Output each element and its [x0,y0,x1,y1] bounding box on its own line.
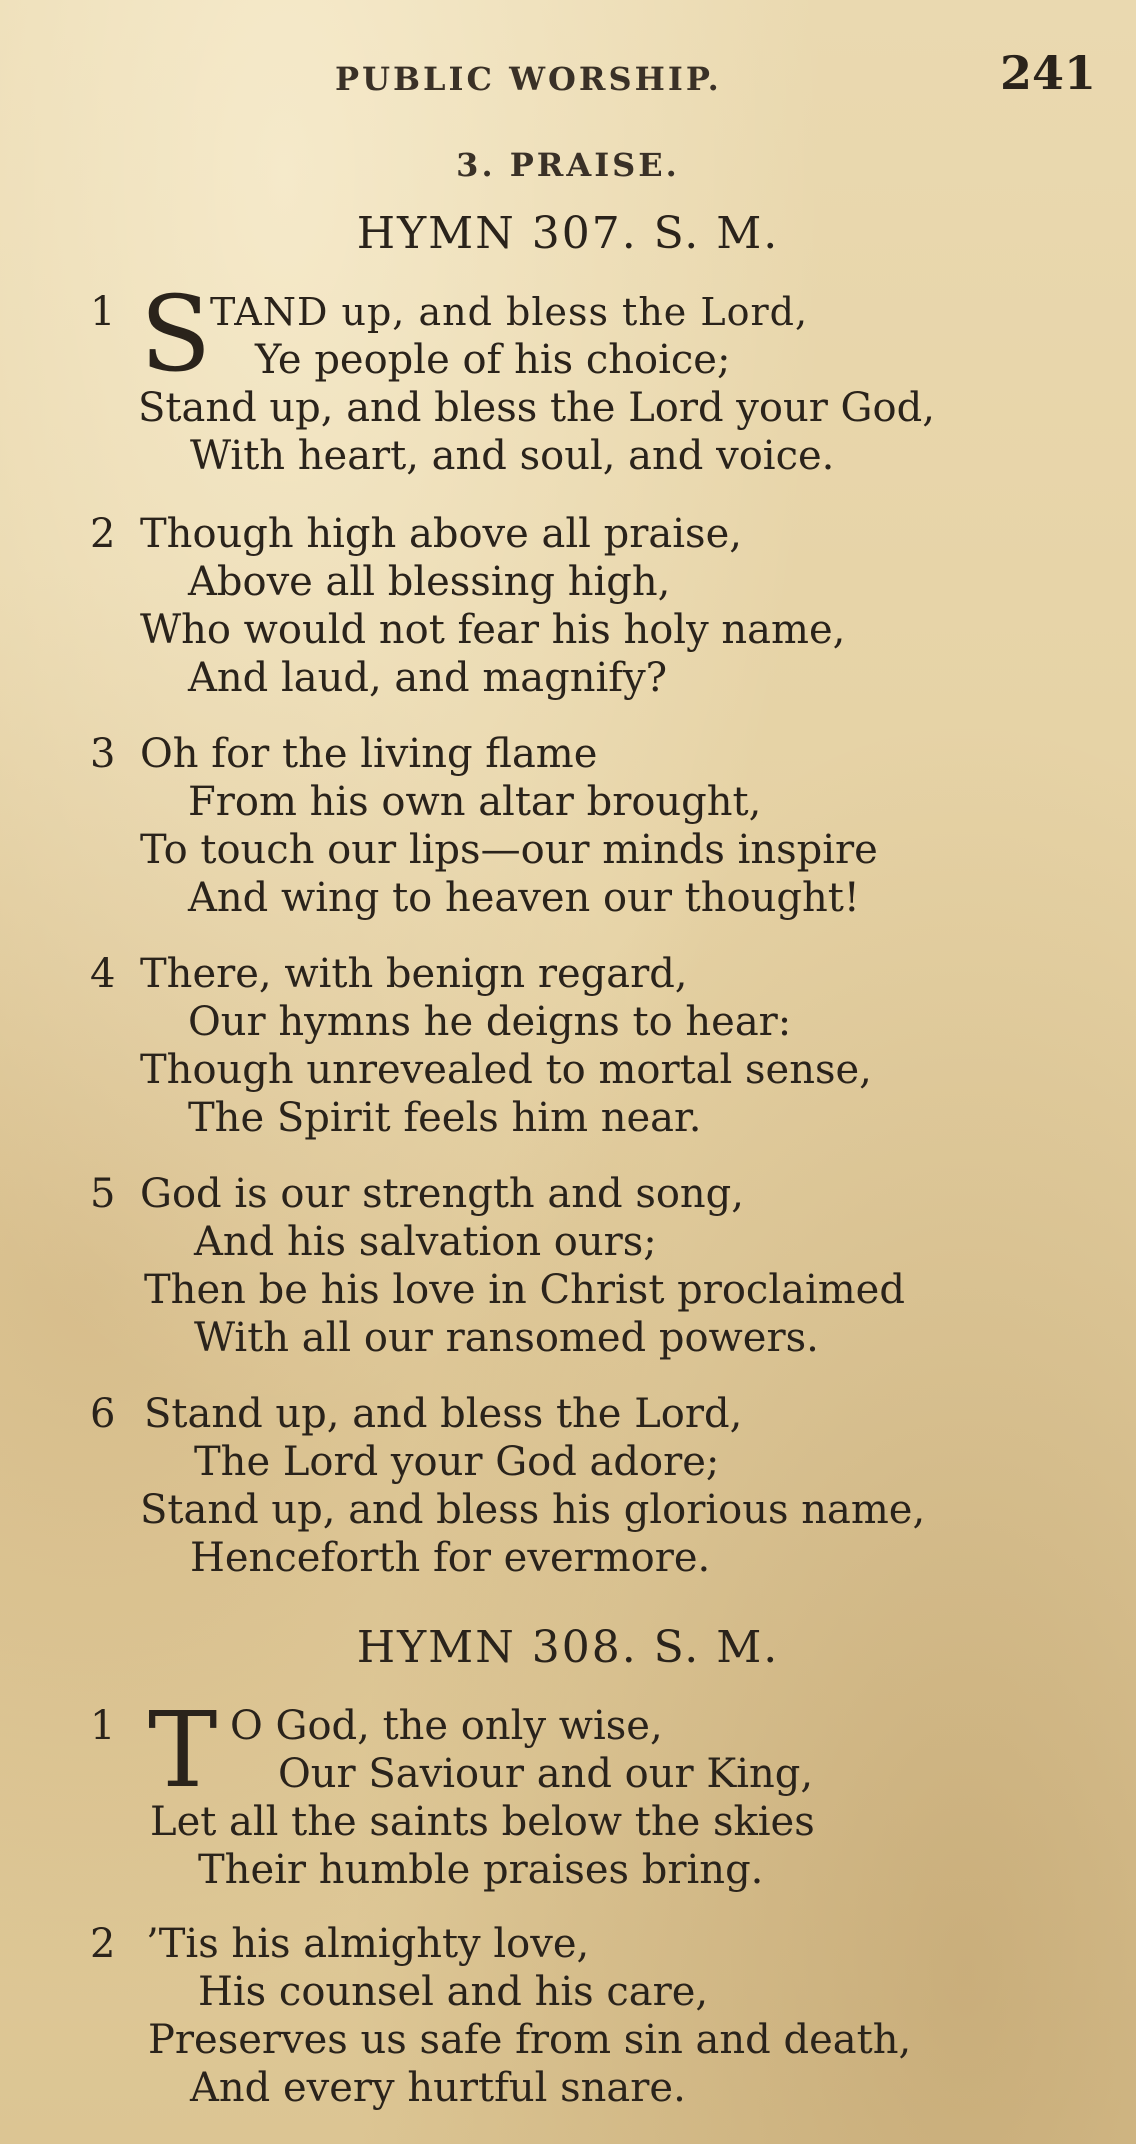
stanza-number: 1 [90,289,116,335]
verse-line-text: Above all blessing high, [188,559,671,605]
verse-line [90,558,1090,606]
verse-line-text: God is our strength and song, [140,1171,745,1217]
verse-line [90,826,1090,874]
verse-line [90,1920,1090,1968]
verse-line-text: ’Tis his almighty love, [146,1921,590,1967]
verse-line-text: Then be his love in Christ proclaimed [144,1267,905,1313]
stanza-number: 4 [90,951,116,997]
verse-line-text: The Lord your God adore; [194,1439,720,1485]
verse-line [90,1266,1090,1314]
stanza-number: 2 [90,1921,116,1967]
verse-line [90,730,1090,778]
verse-line [90,1486,1090,1534]
verse-line-text: And his salvation ours; [194,1219,657,1265]
verse-line-text: And every hurtful snare. [190,2065,686,2111]
section-title: 3. PRAISE. [456,146,680,184]
verse-line [90,1798,1090,1846]
verse-line-text: The Spirit feels him near. [188,1095,702,1141]
stanza [90,510,1090,702]
verse-line [90,1314,1090,1362]
verse-line-text: And laud, and magnify? [188,655,668,701]
verse-line [90,1046,1090,1094]
verse-line-text: And wing to heaven our thought! [188,875,860,921]
verse-line-text: Though unrevealed to mortal sense, [140,1047,872,1093]
stanza-number: 5 [90,1171,116,1217]
verse-line [90,998,1090,1046]
verse-line [90,510,1090,558]
verse-line-text: With all our ransomed powers. [194,1315,819,1361]
verse-line-text: Who would not fear his holy name, [140,607,846,653]
stanza [90,730,1090,922]
stanza [90,1689,1090,1894]
verse-line [90,1968,1090,2016]
hymn-title: HYMN 308. S. M. [356,1622,780,1673]
verse-line [90,874,1090,922]
verse-line [90,384,1090,432]
verse-line-text: His counsel and his care, [198,1969,709,2015]
verse-line [90,778,1090,826]
verse-line [90,2016,1090,2064]
stanza-number: 1 [90,1703,116,1749]
verse-line-text: Their humble praises bring. [198,1847,764,1893]
page-header [0,40,1136,110]
verse-line-text: There, with benign regard, [140,951,688,997]
running-head: PUBLIC WORSHIP. [335,60,722,98]
verse-line-text: Stand up, and bless the Lord your God, [138,385,935,431]
drop-cap: T [148,1689,218,1811]
verse-line [90,654,1090,702]
verse-line [90,950,1090,998]
verse-line [90,1218,1090,1266]
verse-line-text: Preserves us safe from sin and death, [148,2017,912,2063]
verse-line [90,336,1090,384]
verse-line-text: Our hymns he deigns to hear: [188,999,792,1045]
stanza [90,1390,1090,1582]
verse-line-text: O God, the only wise, [230,1703,663,1749]
stanza [90,950,1090,1142]
verse-line-text: Henceforth for evermore. [190,1535,711,1581]
verse-line-text: Oh for the living flame [140,731,598,777]
verse-line [90,1094,1090,1142]
verse-line-text: Stand up, and bless his glorious name, [140,1487,926,1533]
verse-line [90,606,1090,654]
stanza [90,1170,1090,1362]
drop-cap: S [140,273,212,395]
stanza-number: 2 [90,511,116,557]
stanza [90,1920,1090,2112]
verse-line-text: From his own altar brought, [188,779,762,825]
verse-line [90,2064,1090,2112]
verse-line [90,1534,1090,1582]
stanza-number: 3 [90,731,116,777]
verse-line [90,1750,1090,1798]
stanza [90,273,1090,480]
verse-line-text: To touch our lips—our minds inspire [140,827,878,873]
verse-line [90,432,1090,480]
verse-line [90,1390,1090,1438]
verse-line [90,1846,1090,1894]
verse-line-text: Our Saviour and our King, [278,1751,814,1797]
verse-line-text: Let all the saints below the skies [150,1799,815,1845]
verse-line-text: TAND up, and bless the Lord, [210,290,809,334]
hymn-title: HYMN 307. S. M. [356,208,780,259]
stanza-number: 6 [90,1391,116,1437]
verse-line-text: Stand up, and bless the Lord, [144,1391,743,1437]
verse-line [90,1438,1090,1486]
verse-line-text: Ye people of his choice; [255,337,731,383]
verse-line-text: Though high above all praise, [140,511,742,557]
verse-line-text: With heart, and soul, and voice. [190,433,835,479]
verse-line [90,1170,1090,1218]
page-number: 241 [1000,46,1097,100]
